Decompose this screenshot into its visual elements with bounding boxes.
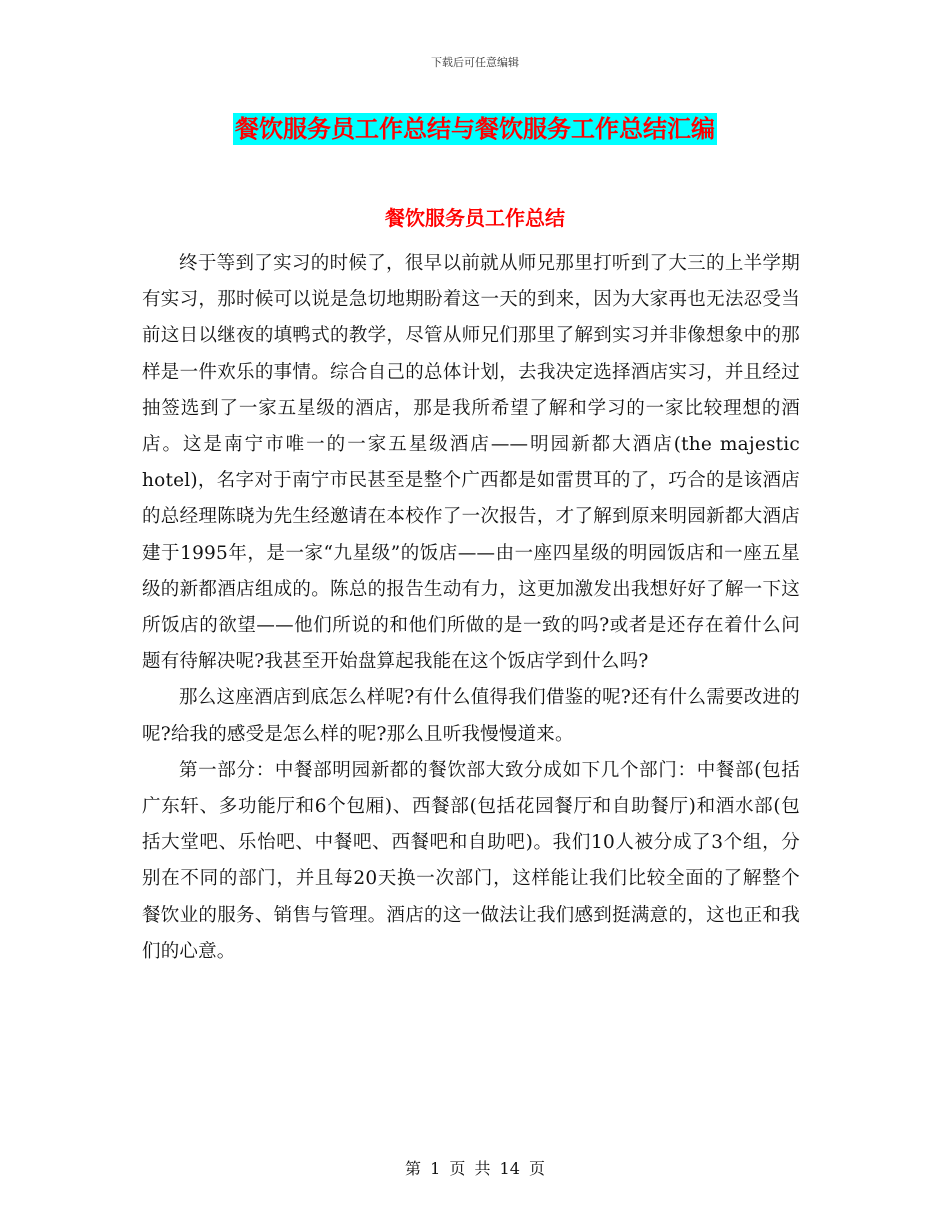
page-footer: 第 1 页 共 14 页 xyxy=(405,1159,545,1178)
section-title: 餐饮服务员工作总结 xyxy=(385,206,565,230)
main-title: 餐饮服务员工作总结与餐饮服务工作总结汇编 xyxy=(235,115,715,143)
paragraph-1: 终于等到了实习的时候了，很早以前就从师兄那里打听到了大三的上半学期有实习，那时候可以说是急切地期盼着这一天的到来，因为大家再也无法忍受当前这日以继夜的填鸭式的教学，尽管从师兄们那里了解到实习并非像想象中的那样是一件欢乐的事情。综合自己的总体计划，去我决定选择酒店实习，并且经过抽签选到了一家五星级的酒店，那是我所希望了解和学习的一家比较理想的酒店。这是南宁市唯一的一家五星级酒店——明园新都大酒店(the majestic hotel)，名字对于南宁市民甚至是整个广西都是如雷贯耳的了，巧合的是该酒店的总经理陈晓为先生经邀请在本校作了一次报告，才了解到原来明园新都大酒店建于1995年，是一家“九星级”的饭店——由一座四星级的明园饭店和一座五星级的新都酒店组成的。陈总的报告生动有力，这更加激发出我想好好了解一下这所饭店的欲望——他们所说的和他们所做的是一致的吗?或者是还存在着什么问题有待解决呢?我甚至开始盘算起我能在这个饭店学到什么吗? xyxy=(142,253,800,673)
body-text xyxy=(142,246,800,970)
main-title-wrap xyxy=(0,113,950,145)
header-note: 下载后可任意编辑 xyxy=(431,56,519,69)
paragraph-2: 那么这座酒店到底怎么样呢?有什么值得我们借鉴的呢?还有什么需要改进的呢?给我的感受是怎么样的呢?那么且听我慢慢道来。 xyxy=(142,687,800,745)
paragraph-3: 第一部分：中餐部明园新都的餐饮部大致分成如下几个部门：中餐部(包括广东轩、多功能厅和6个包厢)、西餐部(包括花园餐厅和自助餐厅)和酒水部(包括大堂吧、乐怡吧、中餐吧、西餐吧和自助吧)。我们10人被分成了3个组，分别在不同的部门，并且每20天换一次部门，这样能让我们比较全面的了解整个餐饮业的服务、销售与管理。酒店的这一做法让我们感到挺满意的，这也正和我们的心意。 xyxy=(142,759,800,962)
